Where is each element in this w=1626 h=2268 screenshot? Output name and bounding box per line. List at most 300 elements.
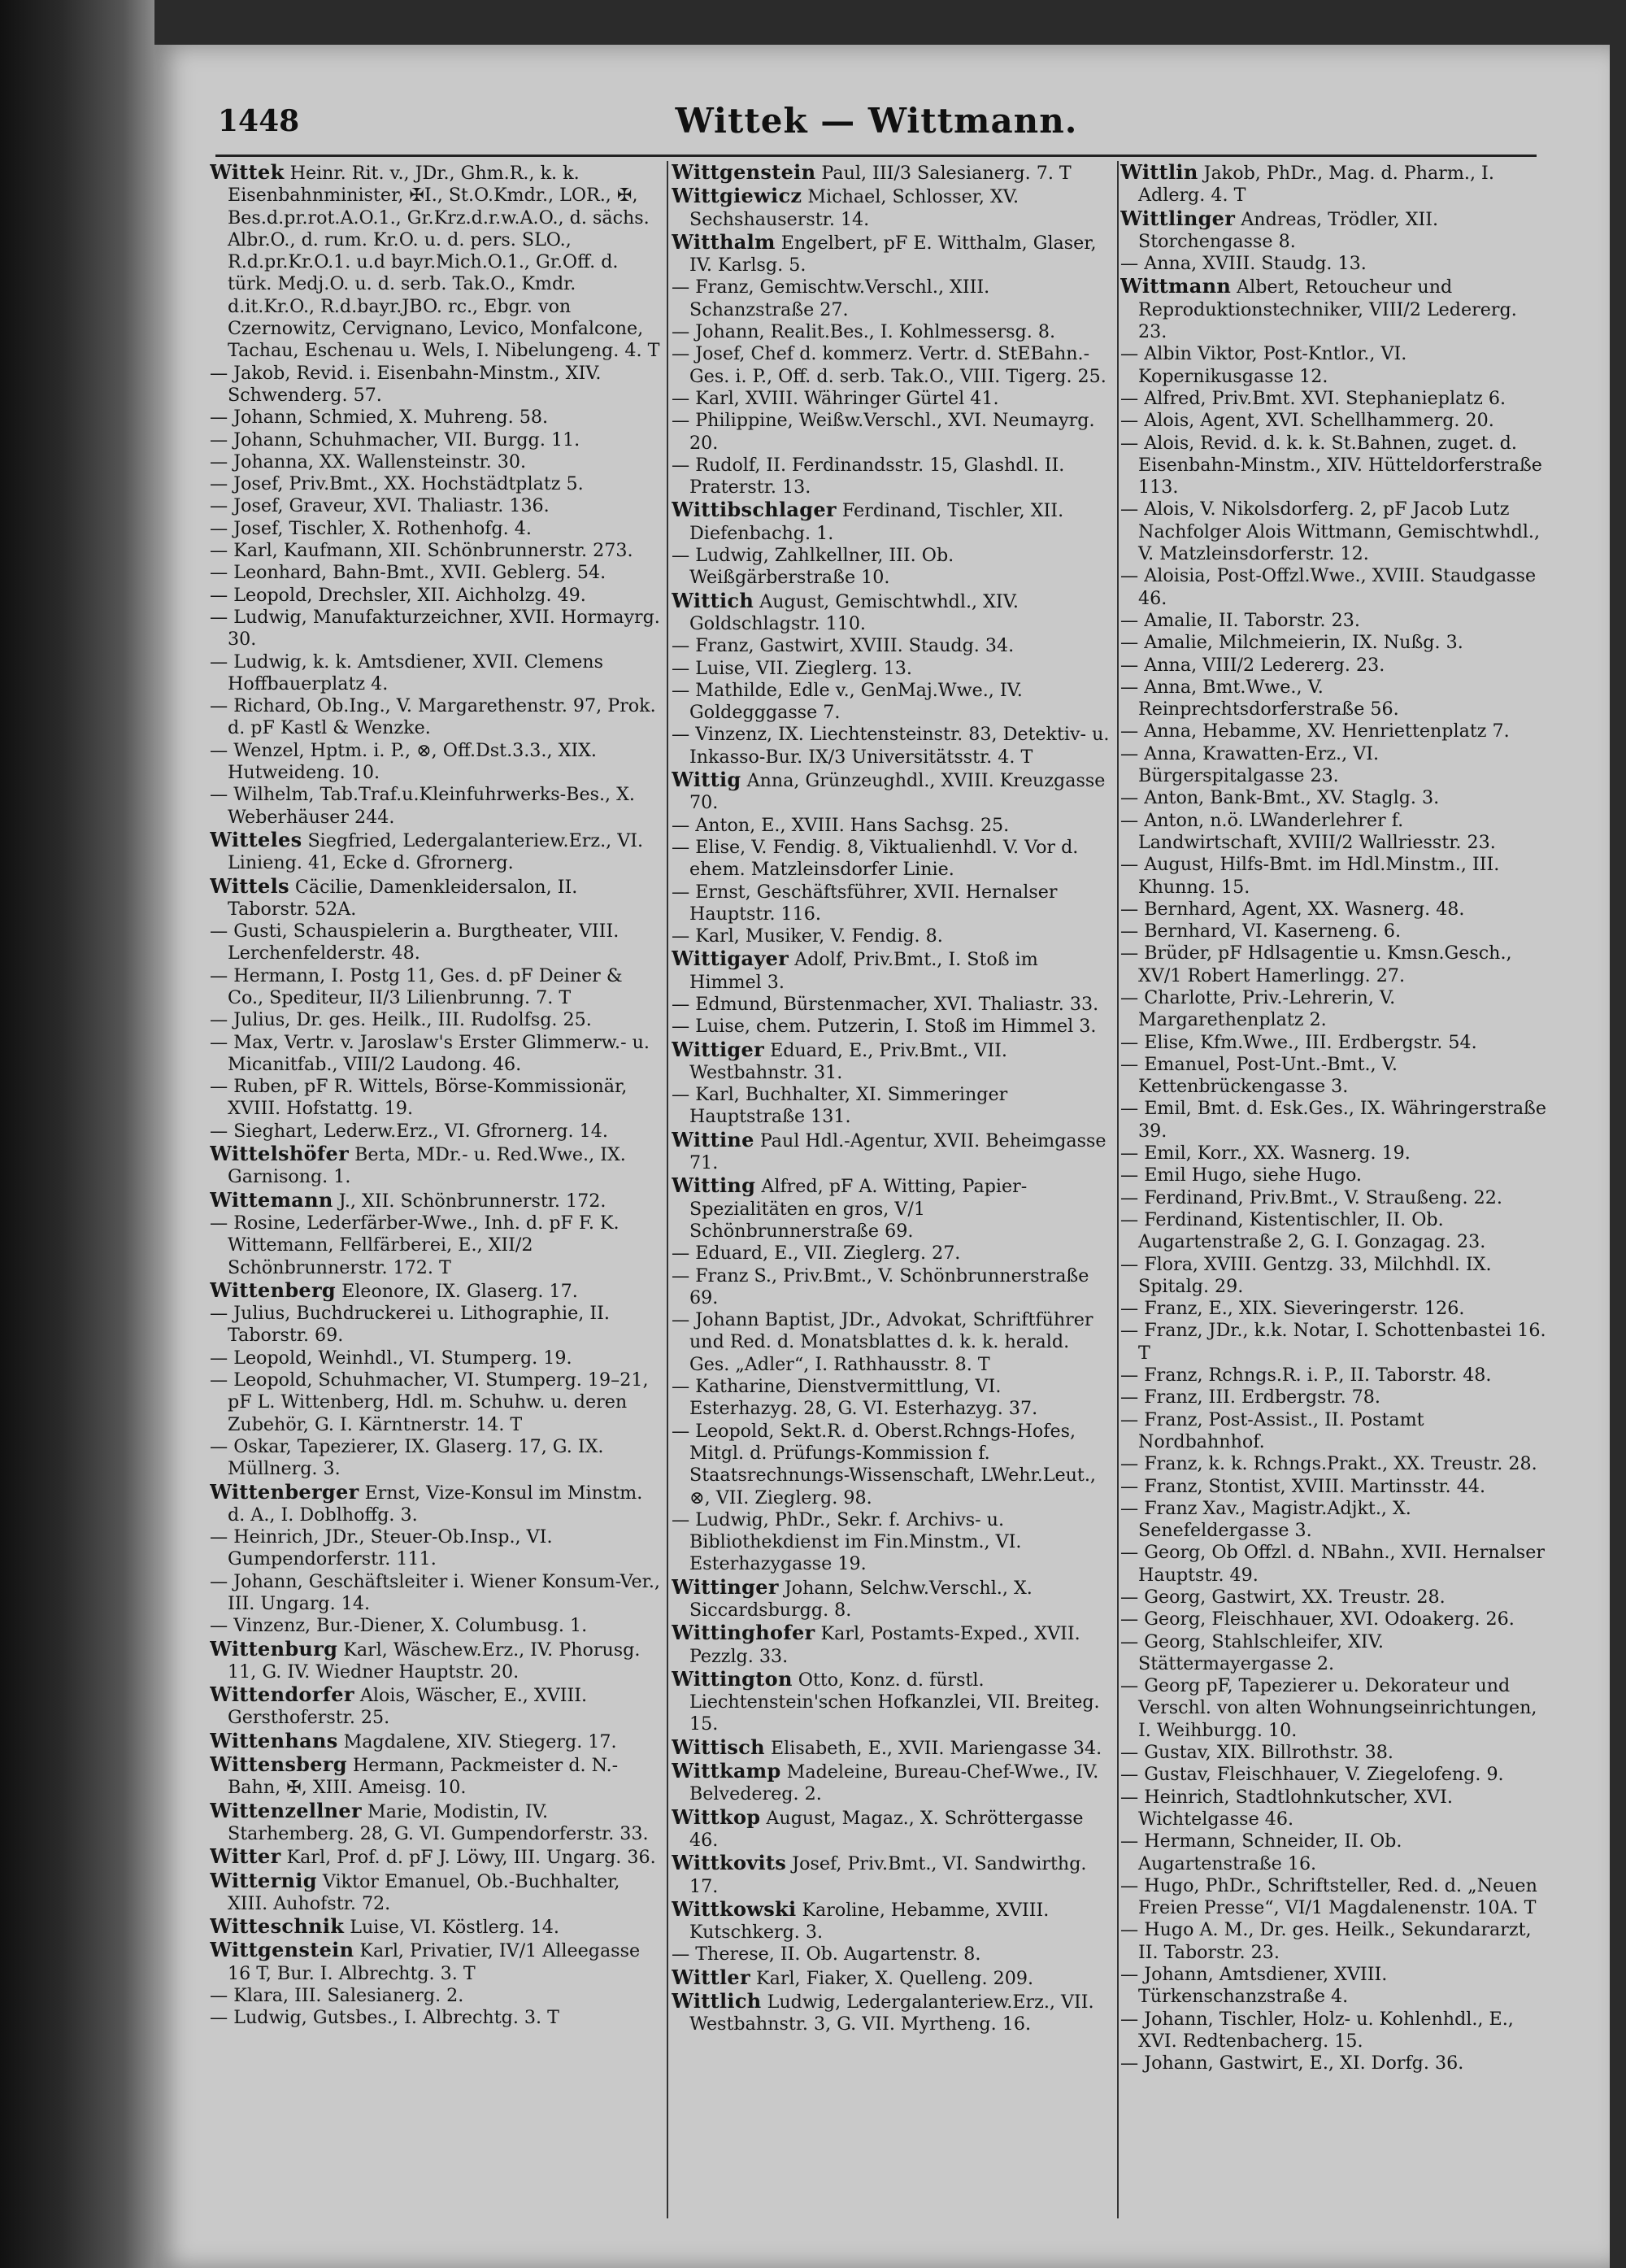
entry-text: — Rosine, Lederfärber-Wwe., Inh. d. pF F. K. Wittemann, Fellfärberei, E., XII/2 Schönbrunnerstr. 172. T: [210, 1212, 620, 1278]
directory-entry: [1120, 942, 1547, 987]
entry-text: — Leopold, Sekt.R. d. Oberst.Rchngs-Hofes, Mitgl. d. Prüfungs-Kommission f. Staatsrechnungs-Wissenschaft, LWehr.Leut., ⊗, VII. Zieglerg. 98.: [672, 1420, 1096, 1508]
directory-entry: [210, 429, 661, 451]
entry-text: — Alfred, Priv.Bmt. XVI. Stephanieplatz 6.: [1120, 387, 1506, 409]
entry-text: — Heinrich, JDr., Steuer-Ob.Insp., VI. Gumpendorferstr. 111.: [210, 1526, 553, 1570]
directory-entry: [210, 784, 661, 829]
directory-entry: [1120, 1476, 1547, 1498]
book-spine: [0, 0, 154, 2268]
directory-entry: [1120, 410, 1547, 432]
entry-text: — Luise, VII. Zieglerg. 13.: [672, 657, 912, 679]
directory-entry: [1120, 207, 1547, 254]
entry-text: Albert, Retoucheur und Reproduktionstechniker, VIII/2 Ledererg. 23.: [1138, 276, 1517, 343]
entry-text: — Ernst, Geschäftsführer, XVII. Hernalser Hauptstr. 116.: [672, 881, 1058, 925]
entry-surname: Wittkovits: [672, 1851, 787, 1875]
directory-entry: [210, 695, 661, 740]
entry-text: — Leonhard, Bahn-Bmt., XVII. Geblerg. 54.: [210, 562, 606, 584]
entry-text: — Ludwig, PhDr., Sekr. f. Archivs- u. Bibliothekdienst im Fin.Minstm., VI. Esterhazygasse 19.: [672, 1508, 1022, 1575]
entry-text: Paul, III/3 Salesianerg. 7. T: [821, 163, 1072, 184]
directory-entry: [672, 590, 1111, 636]
directory-entry: [1120, 1298, 1547, 1320]
entry-text: — Josef, Graveur, XVI. Thaliastr. 136.: [210, 495, 550, 517]
entry-text: Karl, Prof. d. pF J. Löwy, III. Ungarg. 36.: [286, 1847, 656, 1869]
entry-text: — Georg, Stahlschleifer, XIV. Stättermayergasse 2.: [1120, 1630, 1384, 1674]
entry-text: — Georg, Fleischhauer, XVI. Odoakerg. 26.: [1120, 1608, 1515, 1630]
directory-entry: [672, 161, 1111, 185]
directory-entry: [210, 363, 661, 407]
directory-entry: [1120, 498, 1547, 565]
directory-entry: [1120, 1032, 1547, 1054]
entry-text: — Julius, Buchdruckerei u. Lithographie, II. Taborstr. 69.: [210, 1303, 610, 1347]
directory-entry: [672, 882, 1111, 926]
directory-entry: [1120, 1365, 1547, 1386]
entry-text: Eleonore, IX. Glaserg. 17.: [341, 1280, 578, 1302]
entry-text: — Vinzenz, IX. Liechtensteinstr. 83, Detektiv- u. Inkasso-Bur. IX/3 Universitätsstr. 4. T: [672, 724, 1110, 768]
entry-text: — Luise, chem. Putzerin, I. Stoß im Himmel 3.: [672, 1016, 1097, 1038]
directory-entry: [672, 1736, 1111, 1760]
directory-entry: [1120, 1498, 1547, 1543]
column-2: [672, 161, 1111, 2243]
directory-entry: [1120, 1608, 1547, 1630]
entry-surname: Wittler: [672, 1965, 750, 1989]
directory-entry: [1120, 1675, 1547, 1742]
directory-entry: [672, 994, 1111, 1016]
directory-entry: [210, 1985, 661, 2007]
entry-surname: Wittek: [210, 161, 285, 184]
entry-text: — Elise, V. Fendig. 8, Viktualienhdl. V. Vor d. ehem. Matzleinsdorfer Linie.: [672, 836, 1079, 881]
directory-entry: [210, 1730, 661, 1753]
entry-text: — Franz, Stontist, XVIII. Martinsstr. 44.: [1120, 1475, 1486, 1497]
entry-text: — Georg, Ob Offzl. d. NBahn., XVII. Hernalser Hauptstr. 49.: [1120, 1542, 1545, 1586]
entry-text: — Anna, VIII/2 Ledererg. 23.: [1120, 654, 1385, 676]
directory-entry: [210, 2007, 661, 2029]
entry-text: — Alois, Revid. d. k. k. St.Bahnen, zuget. d. Eisenbahn-Minstm., XIV. Hütteldorferstraße 113.: [1120, 432, 1542, 498]
entry-text: Adolf, Priv.Bmt., I. Stoß im Himmel 3.: [689, 949, 1038, 993]
entry-text: Alfred, pF A. Witting, Papier-Spezialitäten en gros, V/1 Schönbrunnerstraße 69.: [689, 1176, 1028, 1242]
entry-text: — Albin Viktor, Post-Kntlor., VI. Kopernikusgasse 12.: [1120, 343, 1407, 387]
directory-entry: [1120, 1209, 1547, 1254]
entry-text: — Katharine, Dienstvermittlung, VI. Esterhazyg. 28, G. VI. Esterhazyg. 37.: [672, 1376, 1038, 1420]
directory-entry: [672, 343, 1111, 388]
entry-surname: Witteles: [210, 827, 302, 851]
directory-entry: [1120, 275, 1547, 343]
entry-text: — Josef, Chef d. kommerz. Vertr. d. StEBahn.-Ges. i. P., Off. d. serb. Tak.O., VIII. Tigerg. 25.: [672, 343, 1106, 387]
entry-text: — Johann Baptist, JDr., Advokat, Schriftführer und Red. d. Monatsblattes d. k. k. herald. Ges. „Adler“, I. Rathhausstr. 8. T: [672, 1309, 1093, 1375]
entry-text: Engelbert, pF E. Witthalm, Glaser, IV. Karlsg. 5.: [689, 232, 1097, 276]
entry-surname: Witthalm: [672, 229, 776, 254]
entry-surname: Wittmann: [1120, 274, 1232, 298]
entry-surname: Wittington: [672, 1666, 793, 1691]
entry-surname: Witteschnik: [210, 1914, 345, 1939]
entry-text: — Aloisia, Post-Offzl.Wwe., XVIII. Staudgasse 46.: [1120, 565, 1537, 609]
directory-entry: [1120, 1409, 1547, 1454]
directory-entry: [1120, 1143, 1547, 1164]
entry-text: — Franz, E., XIX. Sieveringerstr. 126.: [1120, 1298, 1465, 1320]
entry-text: — Georg pF, Tapezierer u. Dekorateur und Verschl. von alten Wohnungseinrichtungen, I. Weihburgg. 10.: [1120, 1675, 1537, 1741]
directory-entry: [210, 1143, 661, 1189]
directory-entry: [672, 1174, 1111, 1243]
entry-surname: Wittkamp: [672, 1759, 781, 1783]
directory-entry: [210, 585, 661, 607]
directory-entry: [1120, 1453, 1547, 1475]
entry-text: — Julius, Dr. ges. Heilk., III. Rudolfsg. 25.: [210, 1009, 592, 1031]
entry-text: — Josef, Priv.Bmt., XX. Hochstädtplatz 5.: [210, 473, 584, 495]
entry-text: Heinr. Rit. v., JDr., Ghm.R., k. k. Eisenbahnminister, ✠I., St.O.Kmdr., LOR., ✠, Bes.d.pr.rot.A.O.1., Gr.Krz.d.r.w.A.O., d. sächs. Albr.O., d. rum. Kr.O. u. d. pers. SLO., R.d.pr.Kr.O.1. u.d bayr.Mich.O.1., Gr.Off. d. türk. Medj.O. u. d. serb. Tak.O., Kmdr. d.it.Kr.O., R.d.bayr.JBO. rc., Ebgr. von Czernowitz, Cervignano, Levico, Monfalcone, Tachau, Eschenau u. Wels, I. Nibelungeng. 4. T: [228, 163, 660, 362]
entry-surname: Wittemann: [210, 1187, 333, 1212]
entry-text: — Mathilde, Edle v., GenMaj.Wwe., IV. Goldegggasse 7.: [672, 679, 1023, 724]
directory-entry: [1120, 655, 1547, 677]
entry-text: — Johanna, XX. Wallensteinstr. 30.: [210, 451, 527, 472]
directory-entry: [210, 1076, 661, 1121]
directory-entry: [210, 1845, 661, 1869]
directory-entry: [210, 1571, 661, 1616]
entry-text: — Ferdinand, Priv.Bmt., V. Straußeng. 22.: [1120, 1186, 1502, 1208]
directory-entry: [672, 658, 1111, 680]
directory-entry: [672, 815, 1111, 837]
directory-entry: [1120, 899, 1547, 921]
entry-text: — Karl, Musiker, V. Fendig. 8.: [672, 925, 943, 947]
directory-entry: [672, 1668, 1111, 1736]
directory-entry: [672, 837, 1111, 882]
directory-entry: [1120, 1787, 1547, 1831]
entry-text: Berta, MDr.- u. Red.Wwe., IX. Garnisong. 1.: [228, 1144, 626, 1188]
directory-entry: [210, 1638, 661, 1684]
entry-surname: Wittisch: [672, 1735, 765, 1759]
entry-text: Cäcilie, Damenkleidersalon, II. Taborstr. 52A.: [228, 876, 578, 920]
directory-entry: [672, 455, 1111, 499]
entry-text: — Ludwig, Gutsbes., I. Albrechtg. 3. T: [210, 2007, 559, 2029]
directory-entry: [672, 768, 1111, 815]
entry-text: August, Magaz., X. Schröttergasse 46.: [689, 1807, 1084, 1851]
directory-entry: [210, 161, 661, 363]
entry-text: Karl, Privatier, IV/1 Alleegasse 16 T, Bur. I. Albrechtg. 3. T: [228, 1940, 641, 1984]
entry-text: Karl, Postamts-Exped., XVII. Pezzlg. 33.: [689, 1623, 1080, 1667]
entry-surname: Wittinger: [672, 1574, 779, 1599]
entry-surname: Wittinghofer: [672, 1621, 815, 1645]
directory-entry: [672, 1243, 1111, 1265]
directory-entry: [1120, 1631, 1547, 1676]
running-title: Wittek — Wittmann.: [675, 101, 1078, 141]
directory-entry: [210, 1526, 661, 1571]
directory-entry: [1120, 1164, 1547, 1186]
directory-entry: [1120, 1742, 1547, 1764]
entry-text: — Anton, n.ö. LWanderlehrer f. Landwirtschaft, XVIII/2 Wallriesstr. 23.: [1120, 809, 1496, 853]
directory-entry: [210, 875, 661, 921]
entry-text: Michael, Schlosser, XV. Sechshauserstr. 14.: [689, 186, 1020, 230]
directory-entry: [1120, 1964, 1547, 2009]
entry-surname: Wittgiewicz: [672, 184, 802, 208]
entry-text: — Therese, II. Ob. Augartenstr. 8.: [672, 1944, 981, 1965]
entry-text: — Alois, Agent, XVI. Schellhammerg. 20.: [1120, 410, 1494, 432]
entry-text: — Anton, Bank-Bmt., XV. Staglg. 3.: [1120, 787, 1440, 809]
entry-text: — Wilhelm, Tab.Traf.u.Kleinfuhrwerks-Bes., X. Weberhäuser 244.: [210, 784, 635, 828]
directory-entry: [672, 947, 1111, 994]
directory-entry: [210, 518, 661, 540]
directory-entry: [210, 740, 661, 785]
entry-text: J., XII. Schönbrunnerstr. 172.: [338, 1190, 606, 1212]
entry-text: — Ludwig, Manufakturzeichner, XVII. Hormayrg. 30.: [210, 606, 660, 651]
directory-entry: [672, 680, 1111, 725]
entry-text: — Edmund, Bürstenmacher, XVI. Thaliastr. 33.: [672, 993, 1099, 1015]
directory-entry: [210, 562, 661, 584]
directory-entry: [672, 321, 1111, 343]
entry-text: — Wenzel, Hptm. i. P., ⊗, Off.Dst.3.3., XIX. Hutweideng. 10.: [210, 739, 597, 784]
entry-text: Hermann, Packmeister d. N.-Bahn, ✠, XIII. Ameisg. 10.: [228, 1755, 619, 1799]
entry-surname: Witting: [672, 1173, 756, 1198]
entry-text: — Hugo, PhDr., Schriftsteller, Red. d. „Neuen Freien Presse“, VI/1 Magdalenenstr. 10A. T: [1120, 1874, 1537, 1919]
entry-text: — Karl, Kaufmann, XII. Schönbrunnerstr. 273.: [210, 540, 633, 562]
entry-text: Karl, Fiaker, X. Quelleng. 209.: [756, 1967, 1034, 1989]
entry-text: Elisabeth, E., XVII. Mariengasse 34.: [770, 1737, 1102, 1759]
directory-entry: [672, 1129, 1111, 1175]
entry-text: — Elise, Kfm.Wwe., III. Erdbergstr. 54.: [1120, 1031, 1477, 1053]
entry-text: — Gusti, Schauspielerin a. Burgtheater, VIII. Lerchenfelderstr. 48.: [210, 921, 620, 964]
directory-entry: [672, 1760, 1111, 1806]
entry-text: — Karl, Buchhalter, XI. Simmeringer Hauptstraße 131.: [672, 1084, 1008, 1128]
directory-entry: [210, 1939, 661, 1985]
entry-text: — Sieghart, Lederw.Erz., VI. Gfrornerg. 14.: [210, 1120, 608, 1142]
entry-surname: Wittenzellner: [210, 1798, 362, 1822]
directory-entry: [210, 1279, 661, 1303]
entry-text: — Franz, III. Erdbergstr. 78.: [1120, 1386, 1380, 1408]
entry-surname: Wittlich: [672, 1989, 762, 2013]
directory-entry: [210, 1481, 661, 1527]
entry-text: — Ludwig, k. k. Amtsdiener, XVII. Clemens Hoffbauerplatz 4.: [210, 651, 603, 694]
directory-entry: [672, 724, 1111, 768]
entry-text: — Gustav, XIX. Billrothstr. 38.: [1120, 1742, 1393, 1764]
directory-entry: [672, 498, 1111, 545]
directory-entry: [1120, 743, 1547, 788]
directory-entry: [210, 1870, 661, 1916]
entry-text: Marie, Modistin, IV. Starhemberg. 28, G. VI. Gumpendorferstr. 33.: [228, 1800, 649, 1844]
entry-text: — Johann, Gastwirt, E., XI. Dorfg. 36.: [1120, 2053, 1464, 2074]
entry-text: Karoline, Hebamme, XVIII. Kutschkerg. 3.: [689, 1899, 1050, 1944]
directory-columns: [210, 161, 1547, 2243]
entry-surname: Wittensberg: [210, 1752, 347, 1777]
entry-text: Ferdinand, Tischler, XII. Diefenbachg. 1.: [689, 500, 1064, 544]
directory-entry: [672, 1038, 1111, 1085]
entry-text: Anna, Grünzeughdl., XVIII. Kreuzgasse 70.: [689, 770, 1106, 814]
directory-entry: [210, 651, 661, 696]
directory-entry: [672, 635, 1111, 657]
entry-text: — August, Hilfs-Bmt. im Hdl.Minstm., III. Khunng. 15.: [1120, 854, 1500, 898]
entry-surname: Wittenburg: [210, 1636, 338, 1661]
entry-surname: Wittigayer: [672, 947, 789, 971]
entry-surname: Wittendorfer: [210, 1682, 354, 1707]
entry-text: — Max, Vertr. v. Jaroslaw's Erster Glimmerw.- u. Micanitfab., VIII/2 Laudong. 46.: [210, 1031, 650, 1075]
entry-surname: Witter: [210, 1844, 281, 1869]
entry-text: — Anna, Bmt.Wwe., V. Reinprechtsdorferstraße 56.: [1120, 676, 1399, 720]
directory-entry: [210, 1915, 661, 1939]
directory-entry: [672, 1990, 1111, 2036]
entry-text: — Anna, Krawatten-Erz., VI. Bürgerspitalgasse 23.: [1120, 742, 1380, 787]
directory-entry: [1120, 1386, 1547, 1408]
entry-text: — Oskar, Tapezierer, IX. Glaserg. 17, G. IX. Müllnerg. 3.: [210, 1435, 604, 1480]
directory-entry: [1120, 610, 1547, 632]
directory-entry: [210, 407, 661, 429]
directory-entry: [1120, 921, 1547, 942]
directory-entry: [1120, 388, 1547, 410]
directory-entry: [210, 1369, 661, 1436]
directory-entry: [1120, 720, 1547, 742]
directory-entry: [1120, 854, 1547, 899]
directory-entry: [1120, 433, 1547, 499]
directory-entry: [672, 276, 1111, 321]
directory-entry: [1120, 677, 1547, 721]
entry-surname: Witternig: [210, 1868, 317, 1892]
entry-text: — Emil, Korr., XX. Wasnerg. 19.: [1120, 1143, 1411, 1164]
directory-entry: [1120, 632, 1547, 654]
directory-entry: [1120, 161, 1547, 207]
directory-entry: [210, 921, 661, 965]
directory-entry: [672, 1421, 1111, 1509]
entry-text: — Johann, Schuhmacher, VII. Burgg. 11.: [210, 429, 580, 451]
entry-surname: Wittenberger: [210, 1479, 359, 1504]
entry-text: — Johann, Amtsdiener, XVIII. Türkenschanzstraße 4.: [1120, 1964, 1388, 2008]
directory-entry: [672, 1806, 1111, 1852]
directory-entry: [672, 1898, 1111, 1944]
entry-text: — Ludwig, Zahlkellner, III. Ob. Weißgärberstraße 10.: [672, 545, 954, 589]
entry-text: — Brüder, pF Hdlsagentie u. Kmsn.Gesch., XV/1 Robert Hamerlingg. 27.: [1120, 942, 1512, 986]
directory-entry: [210, 451, 661, 473]
entry-text: August, Gemischtwhdl., XIV. Goldschlagstr. 110.: [689, 590, 1019, 634]
directory-entry: [1120, 1764, 1547, 1786]
directory-entry: [1120, 1542, 1547, 1587]
directory-entry: [1120, 1098, 1547, 1143]
directory-entry: [672, 410, 1111, 455]
entry-surname: Wittiger: [672, 1037, 765, 1061]
directory-entry: [1120, 1320, 1547, 1365]
entry-text: — Karl, XVIII. Währinger Gürtel 41.: [672, 387, 999, 409]
directory-entry: [210, 965, 661, 1010]
directory-entry: [1120, 787, 1547, 809]
directory-entry: [672, 1376, 1111, 1421]
entry-text: Viktor Emanuel, Ob.-Buchhalter, XIII. Auhofstr. 72.: [228, 1870, 620, 1914]
entry-text: — Jakob, Revid. i. Eisenbahn-Minstm., XIV. Schwenderg. 57.: [210, 362, 602, 406]
directory-entry: [672, 545, 1111, 590]
entry-surname: Wittenberg: [210, 1278, 337, 1302]
directory-entry: [210, 1683, 661, 1730]
directory-entry: [210, 540, 661, 562]
entry-surname: Wittkowski: [672, 1896, 797, 1921]
entry-text: — Emil Hugo, siehe Hugo.: [1120, 1164, 1362, 1186]
directory-entry: [1120, 1919, 1547, 1964]
directory-entry: [672, 1966, 1111, 1990]
page-header: [218, 101, 1535, 153]
entry-text: — Ruben, pF R. Wittels, Börse-Kommissionär, XVIII. Hofstattg. 19.: [210, 1076, 628, 1120]
entry-text: Luise, VI. Köstlerg. 14.: [350, 1917, 559, 1939]
entry-text: — Leopold, Schuhmacher, VI. Stumperg. 19–21, pF L. Wittenberg, Hdl. m. Schuhw. u. deren Zubehör, G. I. Kärntnerstr. 14. T: [210, 1369, 649, 1435]
entry-text: Ludwig, Ledergalanteriew.Erz., VII. Westbahnstr. 3, G. VII. Myrtheng. 16.: [689, 1992, 1094, 2035]
entry-text: — Josef, Tischler, X. Rothenhofg. 4.: [210, 517, 532, 539]
entry-text: Madeleine, Bureau-Chef-Wwe., IV. Belvedereg. 2.: [689, 1761, 1099, 1805]
directory-entry: [1120, 1875, 1547, 1920]
entry-text: — Emanuel, Post-Unt.-Bmt., V. Kettenbrückengasse 3.: [1120, 1053, 1398, 1098]
directory-entry: [672, 1622, 1111, 1668]
entry-surname: Wittkop: [672, 1804, 761, 1829]
entry-text: — Georg, Gastwirt, XX. Treustr. 28.: [1120, 1587, 1446, 1608]
directory-entry: [672, 1852, 1111, 1898]
entry-text: Josef, Priv.Bmt., VI. Sandwirthg. 17.: [689, 1853, 1087, 1897]
directory-entry: [210, 1121, 661, 1143]
entry-text: — Richard, Ob.Ing., V. Margarethenstr. 97, Prok. d. pF Kastl & Wenzke.: [210, 695, 656, 739]
directory-entry: [210, 1009, 661, 1031]
entry-text: — Johann, Tischler, Holz- u. Kohlenhdl., E., XVI. Redtenbacherg. 15.: [1120, 2008, 1514, 2052]
entry-text: — Johann, Realit.Bes., I. Kohlmessersg. 8.: [672, 321, 1056, 343]
entry-text: — Ferdinand, Kistentischler, II. Ob. Augartenstraße 2, G. I. Gonzagag. 23.: [1120, 1208, 1486, 1253]
entry-text: — Bernhard, Agent, XX. Wasnerg. 48.: [1120, 898, 1465, 920]
directory-entry: [672, 925, 1111, 947]
directory-entry: [210, 607, 661, 651]
directory-entry: [672, 1265, 1111, 1310]
entry-text: — Philippine, Weißw.Verschl., XVI. Neumayrg. 20.: [672, 410, 1095, 454]
directory-entry: [1120, 2053, 1547, 2074]
entry-text: — Johann, Geschäftsleiter i. Wiener Konsum-Ver., III. Ungarg. 14.: [210, 1570, 660, 1614]
directory-entry: [1120, 987, 1547, 1032]
directory-entry: [672, 185, 1111, 231]
directory-entry: [672, 1016, 1111, 1038]
entry-text: — Gustav, Fleischhauer, V. Ziegelofeng. 9.: [1120, 1764, 1504, 1786]
column-3: [1120, 161, 1547, 2243]
entry-text: — Heinrich, Stadtlohnkutscher, XVI. Wichtelgasse 46.: [1120, 1786, 1453, 1830]
directory-entry: [672, 1944, 1111, 1965]
entry-surname: Wittels: [210, 873, 289, 898]
directory-entry: [210, 1032, 661, 1077]
entry-text: — Leopold, Drechsler, XII. Aichholzg. 49.: [210, 584, 586, 606]
directory-entry: [1120, 253, 1547, 275]
directory-entry: [210, 829, 661, 875]
directory-entry: [672, 1084, 1111, 1129]
entry-surname: Wittgenstein: [210, 1938, 354, 1962]
entry-text: Paul Hdl.-Agentur, XVII. Beheimgasse 71.: [689, 1130, 1106, 1174]
column-1: [210, 161, 661, 2243]
entry-surname: Wittenhans: [210, 1728, 338, 1752]
directory-entry: [672, 231, 1111, 277]
directory-entry: [1120, 1831, 1547, 1875]
entry-text: — Hermann, Schneider, II. Ob. Augartenstraße 16.: [1120, 1831, 1402, 1874]
entry-text: Andreas, Trödler, XII. Storchengasse 8.: [1138, 208, 1439, 252]
entry-text: — Franz S., Priv.Bmt., V. Schönbrunnerstraße 69.: [672, 1265, 1089, 1308]
directory-entry: [672, 1509, 1111, 1576]
entry-text: — Franz, Gemischtw.Verschl., XIII. Schanzstraße 27.: [672, 276, 990, 320]
entry-text: — Leopold, Weinhdl., VI. Stumperg. 19.: [210, 1347, 572, 1369]
entry-surname: Wittgenstein: [672, 161, 816, 184]
header-rule: [215, 155, 1537, 157]
directory-entry: [210, 473, 661, 495]
entry-text: — Flora, XVIII. Gentzg. 33, Milchhdl. IX. Spitalg. 29.: [1120, 1253, 1492, 1297]
entry-text: — Franz, JDr., k.k. Notar, I. Schottenbastei 16. T: [1120, 1320, 1546, 1364]
directory-entry: [1120, 343, 1547, 388]
entry-text: Otto, Konz. d. fürstl. Liechtenstein'schen Hofkanzlei, VII. Breiteg. 15.: [689, 1669, 1100, 1735]
directory-entry: [210, 1615, 661, 1637]
directory-entry: [1120, 565, 1547, 610]
entry-text: — Hermann, I. Postg 11, Ges. d. pF Deiner & Co., Spediteur, II/3 Lilienbrunng. 7. T: [210, 964, 623, 1008]
directory-entry: [1120, 1254, 1547, 1299]
entry-surname: Wittig: [672, 768, 741, 792]
directory-entry: [210, 1436, 661, 1481]
entry-text: Siegfried, Ledergalanteriew.Erz., VI. Linieng. 41, Ecke d. Gfrornerg.: [228, 829, 644, 874]
directory-entry: [1120, 1054, 1547, 1099]
entry-surname: Wittich: [672, 588, 754, 612]
entry-surname: Wittelshöfer: [210, 1142, 350, 1166]
entry-text: — Franz Xav., Magistr.Adjkt., X. Senefeldergasse 3.: [1120, 1497, 1411, 1542]
page-number: 1448: [218, 104, 300, 138]
entry-surname: Wittlin: [1120, 161, 1198, 184]
entry-text: Eduard, E., Priv.Bmt., VII. Westbahnstr. 31.: [689, 1039, 1007, 1083]
directory-entry: [210, 1753, 661, 1800]
entry-text: — Charlotte, Priv.-Lehrerin, V. Margarethenplatz 2.: [1120, 986, 1396, 1031]
entry-text: — Anna, XVIII. Staudg. 13.: [1120, 253, 1367, 275]
entry-text: — Johann, Schmied, X. Muhreng. 58.: [210, 407, 549, 429]
